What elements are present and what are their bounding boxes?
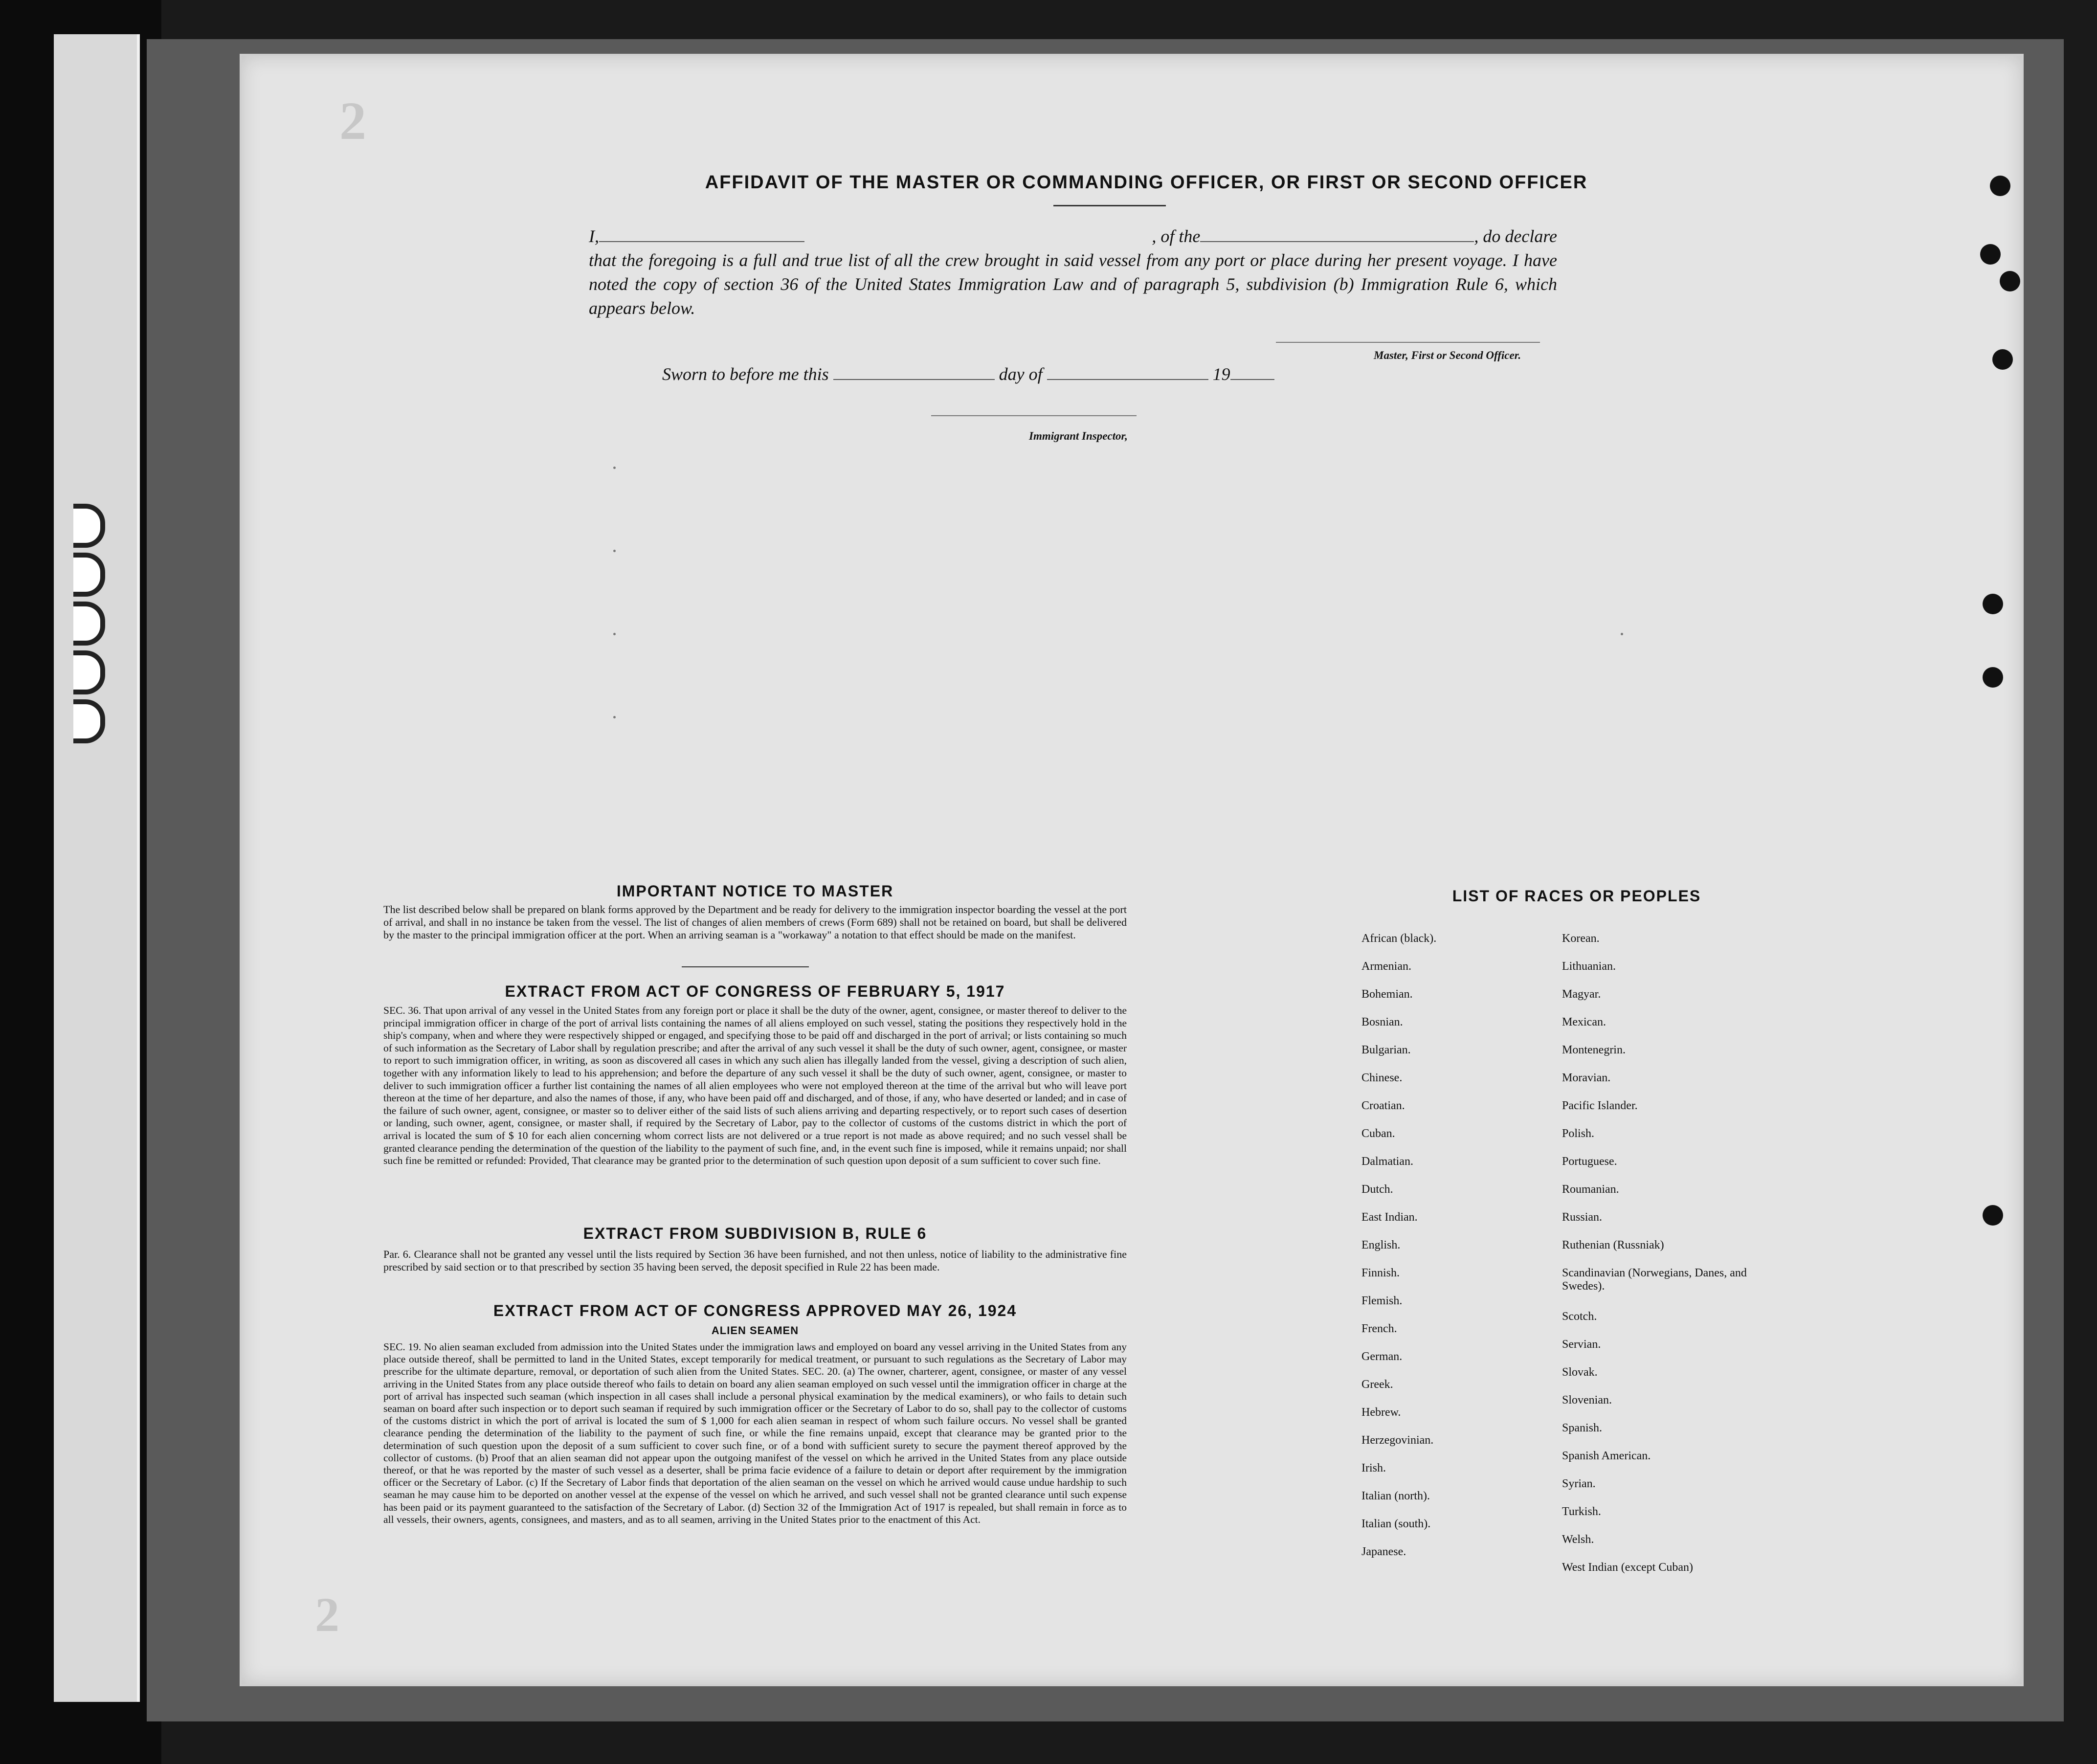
race-item: Armenian.: [1361, 960, 1411, 973]
ghost-mark: [613, 467, 616, 469]
race-item: Irish.: [1361, 1462, 1386, 1474]
race-item: Slovak.: [1562, 1366, 1598, 1379]
races-title: LIST OF RACES OR PEOPLES: [1452, 887, 1701, 905]
punch-hole: [73, 504, 105, 548]
ghost-mark: [613, 633, 616, 635]
race-item: Russian.: [1562, 1211, 1603, 1224]
race-item: Moravian.: [1562, 1072, 1611, 1084]
race-item: Pacific Islander.: [1562, 1099, 1638, 1112]
punch-hole: [2000, 271, 2020, 291]
page-number-ghost-bottom: 2: [315, 1587, 339, 1642]
race-item: Spanish.: [1562, 1422, 1603, 1434]
race-item: Magyar.: [1562, 988, 1601, 1001]
adjacent-page-edge: [54, 34, 140, 1702]
punch-hole: [1983, 594, 2003, 614]
punch-hole: [1992, 349, 2013, 370]
rule-6-text: Par. 6. Clearance shall not be granted any vessel until the lists required by Section 36 have been furnished, and not then unless, notice of liability to the administrative fine prescribed by said section or to that prescribed by section 35 having been served, the deposit specified in Rule 22 has been made.: [383, 1248, 1127, 1273]
inspector-signature-line: [931, 415, 1137, 416]
of-the-label: , of the: [1152, 226, 1201, 246]
race-item: Flemish.: [1361, 1295, 1403, 1307]
race-item: Japanese.: [1361, 1545, 1406, 1558]
extract-1917-title: EXTRACT FROM ACT OF CONGRESS OF FEBRUARY 5, 1917: [505, 982, 1005, 1000]
race-item: Italian (south).: [1361, 1518, 1431, 1530]
rule-6-title: EXTRACT FROM SUBDIVISION B, RULE 6: [583, 1225, 927, 1242]
race-item: Dutch.: [1361, 1183, 1393, 1196]
punch-hole: [1983, 667, 2003, 688]
name-blank[interactable]: [599, 241, 804, 242]
race-item: Chinese.: [1361, 1072, 1403, 1084]
race-item: Dalmatian.: [1361, 1155, 1413, 1168]
extract-1917-text: SEC. 36. That upon arrival of any vessel in the United States from any foreign port or place it shall be the duty of the owner, agent, consignee, or master thereof to deliver to the principal immigration officer in charge of the port of arrival lists containing the names of all aliens employed on such vessel, stating the positions they respectively hold in the ship's company, when and where they were respectively shipped or engaged, and specifying those to be paid off and discharged in the port of arrival; or lists containing so much of such information as the Secretary of Labor shall by regulation prescribe; and after the arrival of any such vessel it shall be the duty of such owner, agent, consignee, or master to report to such immigration officer, in writing, as soon as discovered all cases in which any such alien has illegally landed from the vessel, giving a description of such alien, together with any information likely to lead to his apprehension; and before the departure of any such vessel it shall be the duty of such owner, agent, consignee, or master to deliver to such immigration officer a further list containing the names of all alien employees who were not employed thereon at the time of the arrival but who will leave port thereon at the time of her departure, and also the names of those, if any, who have been paid off and discharged, and of those, if any, who have deserted or landed; and in case of the failure of such owner, agent, consignee, or master so to deliver either of the said lists of such aliens arriving and departing respectively, or to report such cases of desertion or landing, such owner, agent, consignee, or master shall, if required by the Secretary of Labor, pay to the collector of customs of the customs district in which the port of arrival is located the sum of $ 10 for each alien concerning whom correct lists are not delivered or a true report is not made as above required; and no such vessel shall be granted clearance pending the determination of the question of the liability to the payment of such fine, and, in the event such fine is imposed, while it remains unpaid; nor shall such fine be remitted or refunded: Provided, That clearance may be granted prior to the determination of such question upon deposit of a sum sufficient to cover such fine.: [383, 1005, 1127, 1167]
extract-1924-subtitle: ALIEN SEAMEN: [711, 1324, 799, 1337]
race-item: Syrian.: [1562, 1477, 1596, 1490]
race-item: Italian (north).: [1361, 1490, 1430, 1502]
master-signature-line: [1276, 342, 1540, 343]
year-label: 19: [1212, 364, 1230, 384]
race-item: Welsh.: [1562, 1533, 1594, 1546]
ghost-mark: [613, 716, 616, 718]
race-item: Scandinavian (Norwegians, Danes, and Swedes).: [1562, 1267, 1747, 1293]
punch-hole: [1980, 244, 2001, 265]
year-blank[interactable]: [1230, 379, 1274, 380]
race-item: Slovenian.: [1562, 1394, 1612, 1407]
affidavit-title: AFFIDAVIT OF THE MASTER OR COMMANDING OFFICER, OR FIRST OR SECOND OFFICER: [705, 172, 1588, 193]
race-item: Croatian.: [1361, 1099, 1405, 1112]
declaration-line: [589, 224, 1557, 248]
manifest-page: [240, 54, 2024, 1686]
punch-hole: [73, 650, 105, 694]
notice-text: The list described below shall be prepared on blank forms approved by the Department and be ready for delivery to the immigration inspector boarding the vessel at the port of arrival, and shall in no instance be taken from the vessel. The list of changes of alien members of crews (Form 689) shall not be retained on board, but shall be delivered by the master to the principal immigration officer at the port. When an arriving seaman is a "workaway" a notation to that effect should be made on the manifest.: [383, 903, 1127, 941]
punch-hole: [1983, 1205, 2003, 1226]
race-item: French.: [1361, 1322, 1397, 1335]
vessel-blank[interactable]: [1200, 241, 1474, 242]
affidavit-statement: [589, 224, 1557, 320]
punch-hole: [73, 553, 105, 597]
race-item: Mexican.: [1562, 1016, 1606, 1028]
race-item: Lithuanian.: [1562, 960, 1616, 973]
sworn-label: Sworn to before me this: [662, 364, 829, 384]
race-item: African (black).: [1361, 932, 1437, 945]
extract-1924-text: SEC. 19. No alien seaman excluded from admission into the United States under the immigration laws and employed on board any vessel arriving in the United States from any place outside thereof, shall be permitted to land in the United States, except temporarily for medical treatment, or pursuant to such regulations as the Secretary of Labor may prescribe for the ultimate departure, removal, or deportation of such alien from the United States. SEC. 20. (a) The owner, charterer, agent, consignee, or master of any vessel arriving in the United States from any place outside thereof who fails to detain on board any alien seaman employed on such vessel until the immigration officer in charge at the port of arrival has inspected such seaman (which inspection in all cases shall include a personal physical examination by the medical examiners), or who fails to detain such seaman on board after such inspection or to deport such seaman if required by such immigration officer or the Secretary of Labor to do so, shall pay to the collector of customs of the customs district in which the port of arrival is located the sum of $ 1,000 for each alien seaman in respect of whom such failure occurs. No vessel shall be granted clearance pending the determination of the liability to the payment of such fine, or while the fine remains unpaid, except that clearance may be granted prior to the determination of such question upon the deposit of a sum sufficient to cover such fine, or of a bond with sufficient surety to secure the payment thereof approved by the collector of customs. (b) Proof that an alien seaman did not appear upon the outgoing manifest of the vessel on which he arrived in the United States from any place outside thereof, or that he was reported by the master of such vessel as a deserter, shall be prima facie evidence of a failure to detain or deport after requirement by the immigration officer or the Secretary of Labor. (c) If the Secretary of Labor finds that deportation of the alien seaman on the vessel on which he arrived would cause undue hardship to such seaman he may cause him to be deported on another vessel at the expense of the vessel on which he arrived, and such vessel shall not be granted clearance until such expense has been paid or its payment guaranteed to the satisfaction of the Secretary of Labor. (d) Section 32 of the Immigration Act of 1917 is repealed, but shall remain in force as to all vessels, their owners, agents, consignees, and masters, and as to all seamen, arriving in the United States prior to the enactment of this Act.: [383, 1341, 1127, 1525]
race-item: Roumanian.: [1562, 1183, 1619, 1196]
race-item: Bosnian.: [1361, 1016, 1403, 1028]
race-item: Ruthenian (Russniak): [1562, 1239, 1664, 1251]
race-item: Bohemian.: [1361, 988, 1413, 1001]
race-item: Hebrew.: [1361, 1406, 1401, 1419]
race-item: Spanish American.: [1562, 1450, 1651, 1462]
inspector-label: Immigrant Inspector,: [1029, 430, 1128, 442]
race-item: Greek.: [1361, 1378, 1393, 1391]
sworn-month-blank[interactable]: [1047, 379, 1208, 380]
ghost-mark: [613, 550, 616, 552]
day-of-label: day of: [999, 364, 1043, 384]
notice-title: IMPORTANT NOTICE TO MASTER: [616, 882, 894, 900]
punch-hole: [73, 602, 105, 646]
i-label: I,: [589, 226, 599, 246]
race-item: English.: [1361, 1239, 1401, 1251]
ghost-mark: [1621, 633, 1623, 635]
divider: [1053, 205, 1166, 206]
race-item: Cuban.: [1361, 1127, 1395, 1140]
punch-hole: [1990, 176, 2010, 196]
race-item: Finnish.: [1361, 1267, 1400, 1279]
race-item: Montenegrin.: [1562, 1044, 1626, 1056]
race-item: Turkish.: [1562, 1505, 1601, 1518]
race-item: Servian.: [1562, 1338, 1601, 1351]
divider: [682, 966, 809, 967]
punch-hole: [73, 699, 105, 743]
race-item: Portuguese.: [1562, 1155, 1617, 1168]
page-number-ghost: 2: [339, 91, 366, 151]
race-item: German.: [1361, 1350, 1403, 1363]
race-item: East Indian.: [1361, 1211, 1418, 1224]
affidavit-body: that the foregoing is a full and true list of all the crew brought in said vessel from any port or place during her present voyage. I have noted the copy of section 36 of the United States Immigration Law and of paragraph 5, subdivision (b) Immigration Rule 6, which appears below.: [589, 250, 1557, 318]
race-item: Herzegovinian.: [1361, 1434, 1434, 1447]
master-label: Master, First or Second Officer.: [1374, 349, 1521, 361]
extract-1924-title: EXTRACT FROM ACT OF CONGRESS APPROVED MAY 26, 1924: [493, 1302, 1017, 1319]
do-declare-label: , do declare: [1474, 226, 1557, 246]
race-item: Polish.: [1562, 1127, 1595, 1140]
sworn-day-blank[interactable]: [833, 379, 995, 380]
race-item: West Indian (except Cuban): [1562, 1561, 1693, 1574]
race-item: Scotch.: [1562, 1310, 1597, 1323]
race-item: Korean.: [1562, 932, 1600, 945]
sworn-line: [662, 364, 1274, 384]
race-item: Bulgarian.: [1361, 1044, 1411, 1056]
